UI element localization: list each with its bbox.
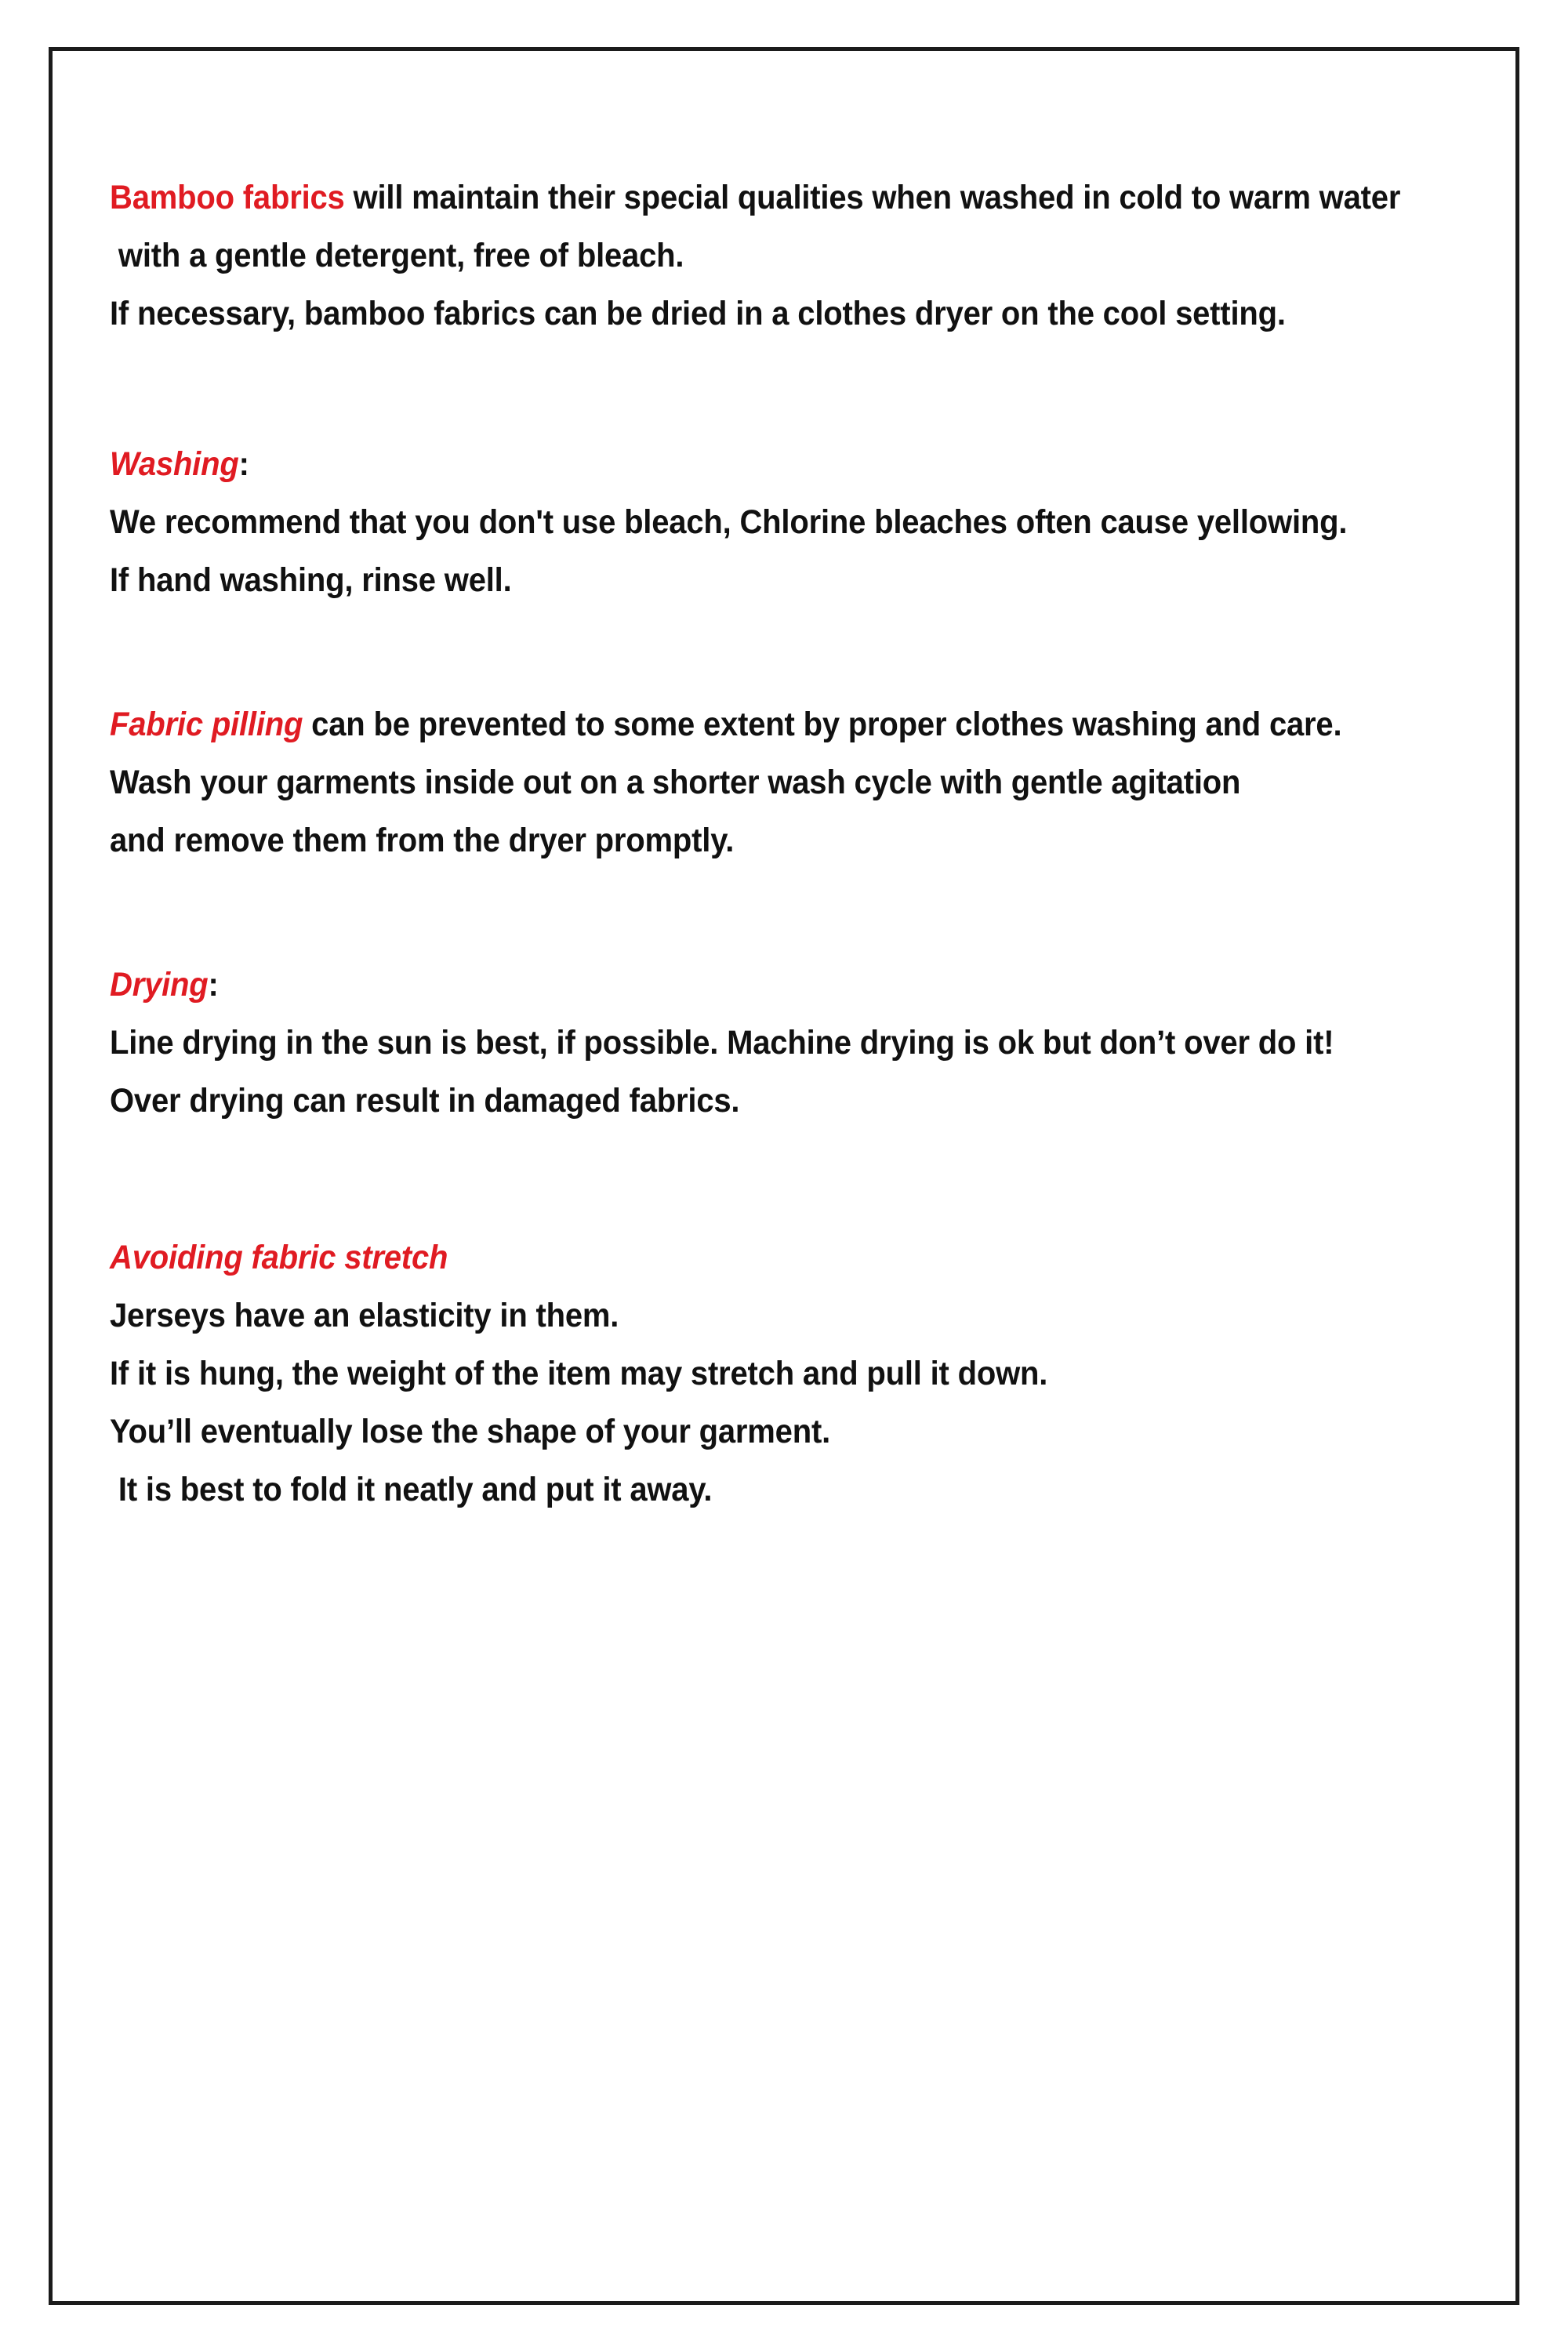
text-run: Wash your garments inside out on a shorter wash cycle with gentle agitation [110, 764, 1241, 801]
text-run: If it is hung, the weight of the item may stretch and pull it down. [110, 1355, 1048, 1392]
paragraph-spacer [110, 609, 1396, 695]
text-run: with a gentle detergent, free of bleach. [110, 237, 684, 274]
text-line [110, 435, 1305, 493]
paragraph-avoiding-fabric-stretch [110, 1229, 1396, 1519]
text-line [110, 1345, 1305, 1403]
paragraph-spacer [110, 343, 1396, 435]
text-line [110, 811, 1305, 869]
section-heading: Drying [110, 966, 209, 1004]
text-line [110, 956, 1305, 1014]
paragraph-fabric-pilling [110, 695, 1396, 869]
text-line [110, 695, 1342, 753]
text-line [110, 1229, 1305, 1287]
text-run: It is best to fold it neatly and put it away. [110, 1471, 713, 1508]
text-line [110, 1287, 1305, 1345]
section-heading: Fabric pilling [110, 706, 303, 743]
section-heading: Avoiding fabric stretch [110, 1239, 448, 1276]
text-line [110, 285, 1305, 343]
text-line [110, 1014, 1334, 1072]
text-line [110, 551, 1305, 609]
text-run: You’ll eventually lose the shape of your garment. [110, 1413, 831, 1450]
paragraph-intro [110, 169, 1401, 343]
section-heading: Washing [110, 445, 239, 483]
text-run: will maintain their special qualities when washed in cold to warm water [344, 179, 1401, 216]
paragraph-drying [110, 956, 1396, 1130]
text-run: If hand washing, rinse well. [110, 561, 512, 599]
text-run: Jerseys have an elasticity in them. [110, 1297, 619, 1334]
text-line [110, 227, 1305, 285]
document-body [110, 169, 1401, 1519]
text-run: We recommend that you don't use bleach, Chlorine bleaches often cause yellowing. [110, 503, 1348, 541]
text-run: can be prevented to some extent by proper clothes washing and care. [303, 706, 1342, 743]
text-line [110, 753, 1305, 811]
text-run: and remove them from the dryer promptly. [110, 822, 735, 859]
text-run: : [208, 966, 219, 1004]
text-run: If necessary, bamboo fabrics can be dried in a clothes dryer on the cool setting. [110, 295, 1286, 332]
paragraph-spacer [110, 1130, 1396, 1229]
text-line [110, 1403, 1305, 1461]
text-line [110, 1072, 1305, 1130]
text-line [110, 1461, 1305, 1519]
text-line [110, 493, 1348, 551]
text-run: Line drying in the sun is best, if possible. Machine drying is ok but don’t over do it! [110, 1024, 1334, 1062]
text-run: Bamboo fabrics [110, 179, 345, 216]
paragraph-washing [110, 435, 1396, 609]
text-run: : [238, 445, 249, 483]
text-run: Over drying can result in damaged fabrics. [110, 1082, 740, 1120]
paragraph-spacer [110, 869, 1396, 956]
text-line [110, 169, 1401, 227]
